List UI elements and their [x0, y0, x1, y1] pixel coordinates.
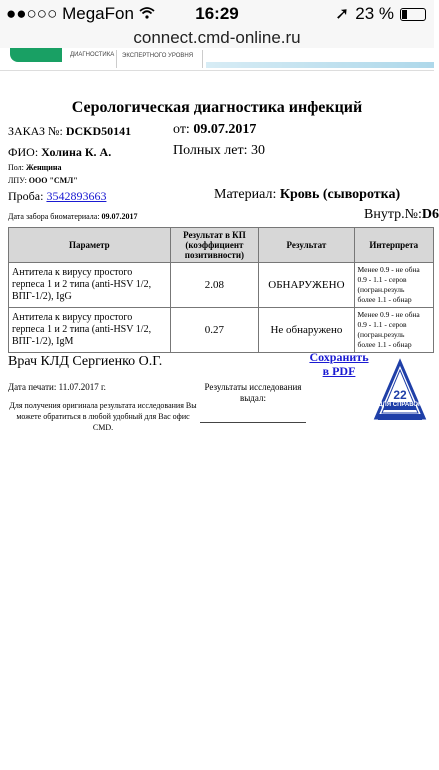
status-bar: [0, 0, 434, 28]
address-bar[interactable]: [0, 28, 434, 48]
lpu-label: ЛПУ:: [8, 176, 27, 185]
age-label: Полных лет:: [173, 143, 248, 158]
sex-label: Пол:: [8, 163, 24, 172]
battery-icon: [400, 8, 426, 21]
table-header-row: [9, 228, 434, 263]
collection-date-line: [8, 212, 138, 221]
url-text: connect.cmd-online.ru: [133, 28, 301, 47]
age-value: 30: [251, 143, 266, 158]
header-tagline: ЭКСПЕРТНОГО УРОВНЯ: [122, 53, 194, 59]
header-kp-result: Результат в КП (коэффициент позитивности): [170, 228, 259, 263]
lpu-value: ООО "СМЛ": [28, 176, 78, 185]
interp-line: более 1.1 - обнар: [357, 295, 412, 304]
order-date: 09.07.2017: [193, 122, 257, 137]
interp-line: (погран.резуль: [357, 330, 405, 339]
print-date-line: [8, 382, 106, 392]
internal-label: Внутр.№:: [364, 207, 422, 222]
lpu-line: [8, 176, 78, 185]
interp-line: более 1.1 - обнар: [357, 340, 412, 349]
sex-value: Женщина: [25, 163, 62, 172]
results-issued: Результаты исследования выдал:: [204, 382, 302, 403]
internal-number: D6: [421, 207, 439, 222]
carrier-name: MegaFon: [62, 4, 134, 23]
stamp-text: ДЛЯ СПРАВОК: [378, 402, 422, 408]
row-parameter: Антитела к вирусу простого герпеса 1 и 2 типа (anti-HSV 1/2, ВПГ-1/2), IgM: [9, 308, 171, 353]
order-number: DCKD50141: [65, 124, 132, 138]
logo-subtitle: ДИАГНОСТИКА: [70, 52, 115, 58]
collection-date: 09.07.2017: [101, 212, 138, 221]
header-result: Результат: [259, 228, 354, 263]
fio-line: [8, 145, 111, 160]
row-kp-value: 2.08: [170, 263, 259, 308]
order-line: [8, 124, 131, 139]
cmd-logo[interactable]: [10, 48, 62, 62]
row-parameter: Антитела к вирусу простого герпеса 1 и 2 типа (anti-HSV 1/2, ВПГ-1/2), IgG: [9, 263, 171, 308]
print-date-label: Дата печати:: [8, 382, 57, 392]
stamp-number: 22: [393, 388, 407, 402]
material-value: Кровь (сыворотка): [279, 187, 401, 202]
material-label: Материал:: [214, 187, 277, 202]
site-header: [0, 48, 434, 71]
clock: 16:29: [195, 4, 239, 23]
header-divider-2: [202, 50, 203, 68]
results-table: [8, 227, 434, 353]
date-label: от:: [173, 122, 190, 137]
order-date-line: [173, 122, 256, 138]
interp-line: Менее 0.9 - не обна: [357, 265, 420, 274]
header-interpretation: Интерпрета: [354, 228, 433, 263]
status-right: [335, 4, 426, 24]
row-result: ОБНАРУЖЕНО: [259, 263, 354, 308]
interp-line: (погран.резуль: [357, 285, 405, 294]
location-arrow-icon: ➚: [335, 4, 350, 23]
header-divider: [116, 50, 117, 68]
fio-label: ФИО:: [8, 145, 39, 159]
row-interpretation: [354, 308, 433, 353]
header-parameter: Параметр: [9, 228, 171, 263]
patient-name: Холина К. А.: [41, 145, 112, 159]
sample-label: Проба:: [8, 189, 44, 203]
save-pdf-link[interactable]: Сохранить в PDF: [309, 350, 369, 378]
age-line: [173, 143, 265, 159]
signature-line: [200, 422, 306, 423]
row-result: Не обнаружено: [259, 308, 354, 353]
material-line: [214, 187, 400, 203]
signal-dots-icon: ●●○○○: [6, 4, 58, 23]
interp-line: 0.9 - 1.1 - серов: [357, 275, 407, 284]
order-label: ЗАКАЗ №:: [8, 124, 63, 138]
interp-line: 0.9 - 1.1 - серов: [357, 320, 407, 329]
contact-stamp: [374, 360, 426, 422]
table-row: [9, 263, 434, 308]
print-date: 11.07.2017 г.: [58, 382, 106, 392]
doctor-name: Врач КЛД Сергиенко О.Г.: [8, 354, 163, 369]
row-kp-value: 0.27: [170, 308, 259, 353]
battery-percent: 23 %: [355, 4, 394, 23]
table-row: [9, 308, 434, 353]
collection-date-label: Дата забора биоматериала:: [8, 212, 100, 221]
interp-line: Менее 0.9 - не обна: [357, 310, 420, 319]
sex-line: [8, 163, 62, 172]
page-title: Серологическая диагностика инфекций: [71, 99, 363, 116]
header-banner: [206, 62, 434, 68]
row-interpretation: [354, 263, 433, 308]
sample-line: [8, 189, 106, 204]
internal-number-line: [364, 207, 439, 223]
sample-number-link[interactable]: 3542893663: [46, 189, 107, 203]
original-note: Для получения оригинала результата исследования Вы можете обратиться в любой удобный для Вас офис CMD.: [9, 401, 197, 432]
